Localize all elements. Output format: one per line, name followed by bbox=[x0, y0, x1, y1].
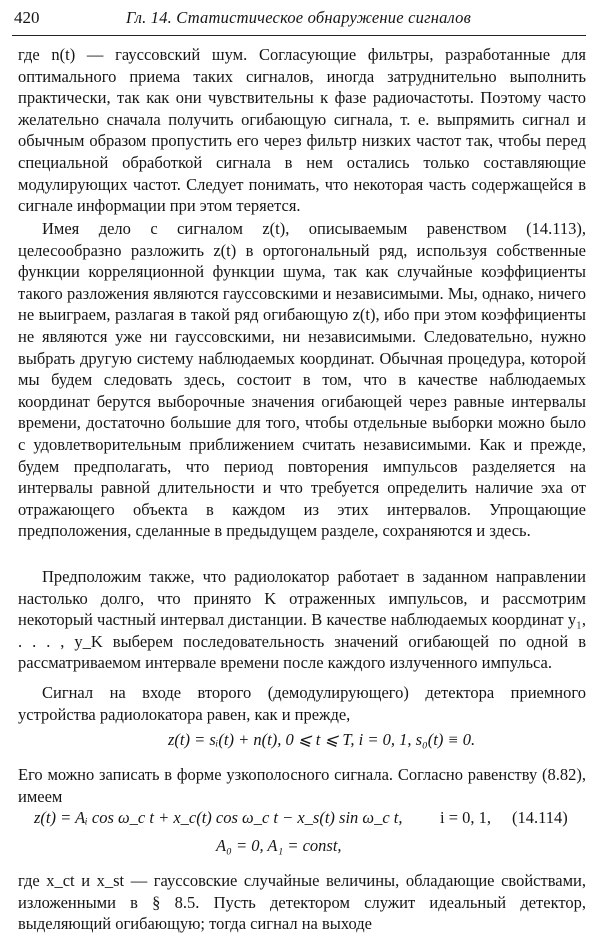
equation-narrowband: z(t) = Aᵢ cos ω_c t + x_c(t) cos ω_c t − x_s(t) sin ω_c t, bbox=[34, 808, 403, 827]
equation-number: (14.114) bbox=[512, 808, 568, 827]
equation-amplitudes: A₀ = 0, A₁ = const, bbox=[216, 836, 342, 855]
paragraph-3: Предположим также, что радиолокатор работает в заданном направлении настолько долго, что принято K отраженных импульсов, и рассмотрим некоторый частный интервал дистанции. В качестве наблюдаемых координат y₁, . . . , y_K выберем последовательность значений огибающей по одной в рассматриваемом интервале времени после каждого излученного импульса. bbox=[18, 567, 586, 673]
running-title: Гл. 14. Статистическое обнаружение сигналов bbox=[126, 8, 471, 27]
header-rule bbox=[12, 35, 586, 36]
equation-signal-input: z(t) = sᵢ(t) + n(t), 0 ⩽ t ⩽ T, i = 0, 1, s₀(t) ≡ 0. bbox=[168, 730, 476, 749]
paragraph-3-block bbox=[18, 566, 586, 674]
paragraph-4: Сигнал на входе второго (демодулирующего) детектора приемного устройства радиолокатора равен, как и прежде, bbox=[18, 683, 586, 724]
paragraph-6: где x_ct и x_st — гауссовские случайные величины, обладающие свойствами, изложенными в § 8.5. Пусть детектором служит идеальный детектор, выделяющий огибающую; тогда сигнал на выходе bbox=[18, 871, 586, 934]
paragraph-5: Его можно записать в форме узкополосного сигнала. Согласно равенству (8.82), имеем bbox=[18, 765, 586, 806]
paragraph-4-block bbox=[18, 682, 586, 725]
page-number: 420 bbox=[14, 8, 40, 27]
paragraph-5-block bbox=[18, 764, 586, 807]
paragraph-1: где n(t) — гауссовский шум. Согласующие фильтры, разработанные для оптимального приема таких сигналов, иногда затруднительно выполнить практически, так как они чувствительны к фазе радиочастоты. Поэтому часто желательно сначала получить огибающую сигнала, т. е. выпрямить сигнал и обычным образом пропустить его через фильтр низких частот так, чтобы перед специальной обработкой сигнала в нем остались только составляющие модулирующих частот. Следует понимать, что некоторая часть содержащейся в сигнале информации при этом теряется. bbox=[18, 45, 586, 216]
equation-narrowband-condition: i = 0, 1, bbox=[440, 808, 492, 827]
paragraph-2: Имея дело с сигналом z(t), описываемым равенством (14.113), целесообразно разложить z(t) в ортогональный ряд, используя собственные функции корреляционной функции шума, так как случайные коэффициенты такого разложения являются гауссовскими и независимыми. Мы, однако, ничего не выиграем, разлагая в такой ряд огибающую z(t), ибо при этом коэффициенты не являются уже ни гауссовскими, ни независимыми. Следовательно, нужно выбрать другую систему наблюдаемых координат. Обычная процедура, которой мы будем следовать здесь, состоит в том, что в качестве наблюдаемых координат берутся выборочные значения огибающей через равные интервалы времени, достаточно большие для того, чтобы отдельные выборки можно было с удовлетворительным приближением считать независимыми. Как и прежде, будем предполагать, что период повторения импульсов разделяется на интервалы равной длительности и что требуется определить наличие эха от отражающего объекта в каждом из этих интервалов. Упрощающие предположения, сделанные в предыдущем разделе, сохраняются и здесь. bbox=[18, 219, 586, 541]
page-header bbox=[0, 8, 600, 34]
paragraph-1-block bbox=[18, 44, 586, 217]
paragraph-6-block bbox=[18, 870, 586, 935]
paragraph-2-block bbox=[18, 218, 586, 542]
